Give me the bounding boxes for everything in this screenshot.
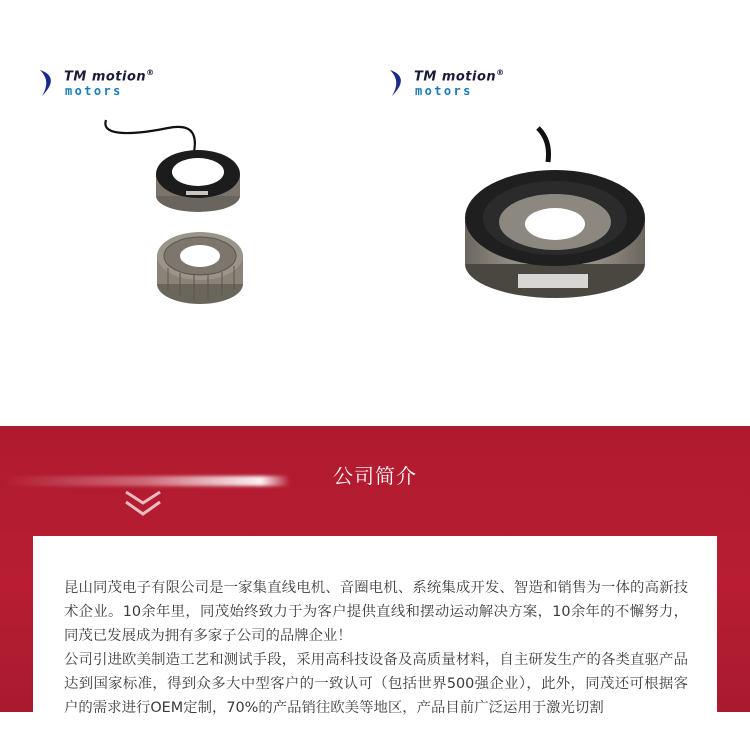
decorative-streak: [0, 476, 290, 486]
brand-name: TM motion®: [414, 68, 505, 85]
intro-paragraph: 昆山同茂电子有限公司是一家集直线电机、音圈电机、系统集成开发、智造和销售为一体的高新技术企业。10余年里，同茂始终致力于为客户提供直线和摆动运动解决方案，10余年的不懈努力，同茂已发展成为拥有多家子公司的品牌企业！: [64, 580, 688, 644]
brand-logo: [388, 68, 518, 104]
brand-tagline: motors: [415, 84, 473, 98]
product-photo[interactable]: [460, 126, 650, 306]
brand-name: TM motion®: [64, 68, 155, 85]
brand-tagline: motors: [65, 84, 123, 98]
intro-text: [64, 576, 688, 720]
brand-swoosh-icon: [388, 68, 412, 98]
product-card-1[interactable]: [38, 60, 368, 360]
section-title: 公司简介: [333, 464, 417, 488]
product-card-2[interactable]: [388, 60, 718, 360]
product-photo[interactable]: [98, 116, 248, 316]
chevron-down-icon: [124, 490, 162, 518]
brand-swoosh-icon: [38, 68, 62, 98]
brand-logo: [38, 68, 168, 104]
intro-panel: [33, 536, 717, 736]
intro-paragraph: 公司引进欧美制造工艺和测试手段，采用高科技设备及高质量材料，自主研发生产的各类直驱产品达到国家标准，得到众多大中型客户的一致认可（包括世界500强企业），此外，同茂还可根据客户的需求进行OEM定制，70%的产品销往欧美等地区，产品目前广泛运用于激光切割: [64, 652, 688, 716]
